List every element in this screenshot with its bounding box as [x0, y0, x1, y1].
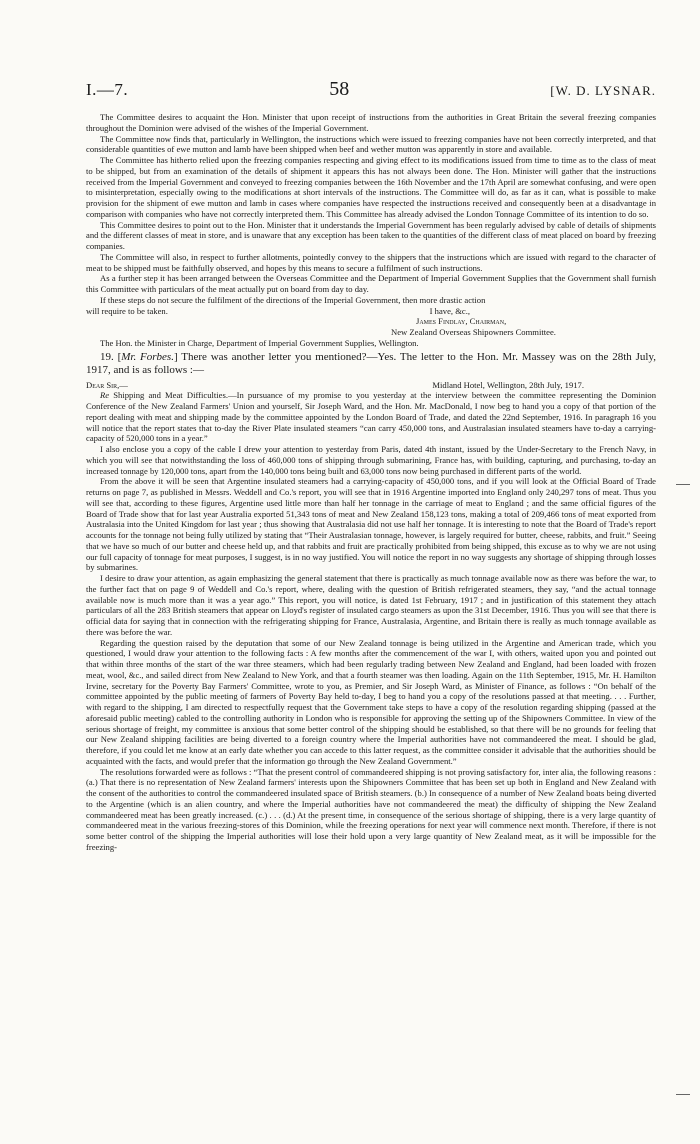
question-text: ] There was another letter you mentioned?—Yes. The letter to the Hon. Mr. Massey was on the 28th July, 1917, and is as follows :— [86, 350, 657, 376]
margin-mark [676, 484, 690, 485]
page-header [86, 78, 656, 104]
paragraph-text: Shipping and Meat Difficulties.—In pursuance of my promise to you yesterday at the interview between the committee representing the Dominion Conference of the New Zealand Farmers' Union and yourself, Sir Joseph Ward, and the Hon. Mr. MacDonald, I now beg to hand you a copy of that portion of the report dealing with meat and shipping made by the committee appointed by the London Board of Trade, and dated the 22nd September, 1916. In paragraph 16 you will notice that the report states that to-day the River Plate insulated steamers “can carry 450,000 tons, and Australasian insulated steamers have to-day a carrying-capacity of 520,000 tons in a year.” [86, 390, 656, 444]
paragraph: The Committee will also, in respect to further allotments, pointedly convey to the shippers that the instructions which are issued with regard to the character of meat to be shipped must be faithfully observed, and hopes by this means to secure a fulfilment of such instructions. [86, 251, 656, 273]
paragraph: This Committee desires to point out to the Hon. Minister that it understands the Imperial Government has been regularly advised by cable of details of shipments and the different classes of meat in store, and is unaware that any exception has been taken to the quantities of the different class of meat placed on board by freezing companies. [86, 219, 656, 251]
second-letter [86, 380, 656, 853]
salutation-row [86, 380, 656, 391]
signature-block [86, 316, 656, 338]
page-number: 58 [329, 78, 350, 100]
paragraph-end: will require to be taken. [86, 305, 168, 316]
paragraph: I also enclose you a copy of the cable I drew your attention to yesterday from Paris, dated 4th instant, issued by the Under-Secretary to the French Navy, in which you will see that notwithstanding the loss of 460,000 tons of shipping through submarining, France has, with building, capturing, and purchasing, to-day an increased tonnage by 120,000 tons, apart from the 140,000 tons being built and 63,000 tons now being purchased in different parts of the world. [86, 444, 656, 476]
salutation: Dear Sir,— [86, 379, 128, 390]
question-answer: 19. [Mr. Forbes.] There was another letter you mentioned?—Yes. The letter to the Hon. Mr. Massey was on the 28th July, 1917, and is as follows :— [86, 350, 657, 376]
signer-name: James Findlay, Chairman, [416, 316, 507, 327]
document-reference: I.—7. [86, 80, 129, 99]
paragraph: The Committee desires to acquaint the Hon. Minister that upon receipt of instructions from the authorities in Great Britain the several freezing companies throughout the Dominion were advised of the wishes of the Imperial Government. [86, 112, 656, 133]
margin-mark [676, 1094, 690, 1095]
paragraph: If these steps do not secure the fulfilment of the directions of the Imperial Government, then more drastic action [100, 294, 486, 305]
paragraph: The resolutions forwarded were as follows : “That the present control of commandeered shipping is not proving satisfactory for, inter alia, the following reasons : (a.) That there is no representation of New Zealand farmers' interests upon the Shipowners Committee that has been set up both in England and New Zealand with the consent of the authorities to control the commandeered insulated space of British steamers. (b.) In consequence of a number of New Zealand boats being diverted to the Argentine (which is an alien country, and where the Imperial authorities have not commandeered the meat) the difficulty of shipping the New Zealand commandeered meat has been greatly increased. (c.) . . . (d.) At the present time, in consequence of the serious shortage of shipping, there is a very large quantity of commandeered meat in the various freezing-stores of this Dominion, while the freezing operations for next year will commence next month. Therefore, if there is not some better control of the shipping the Imperial authorities will lose their hold upon a very large quantity of New Zealand meat, as it will be impossible for the freezing- [86, 766, 656, 852]
document-body [86, 112, 656, 853]
paragraph: I desire to draw your attention, as again emphasizing the general statement that there is practically as much tonnage available now as there was before the war, to the further fact that on page 9 of Weddell and Co.'s report, where, dealing with the question of British refrigerated steamers, they say, “and the actual tonnage available now is much more than it was a year ago.” This report, you will notice, is dated 1st February, 1917 ; and in justification of this statement they attach particulars of all the 283 British steamers that appear on Lloyd's register of insulated cargo steamers as upon the 31st December, 1916. Thus you will see that there is official data for saying that in connection with the refrigerating shipping for France, Australasia, Argentine, and Britain there is really as much tonnage available as there was before the war. [86, 573, 656, 637]
paragraph: Regarding the question raised by the deputation that some of our New Zealand tonnage is being utilized in the Argentine and American trade, which you questioned, I would draw your attention to the following facts : A few months after the commencement of the war I, with others, waited upon you and pointed out that within three months of the start of the war three steamers, which had been regularly trading between New Zealand and England, had been loaded with frozen meat, wool, &c., and sailed direct from New Zealand to New York, and that a fourth steamer was then loading. Again on the 11th September, 1915, Mr. H. Hamilton Irvine, secretary for the Poverty Bay Farmers' Committee, wrote to you, as Premier, and Sir Joseph Ward, as Minister of Finance, as follows : “On behalf of the committee appointed by the public meeting of farmers of Poverty Bay held to-day, I beg to hand you a copy of the resolutions passed at that meeting. . . . Further, with regard to the shipping, I am directed to respectfully request that the Government take steps to have a copy of the resolution regarding shipping (passed at the aforesaid public meeting) cabled to the controlling authority in London who is responsible for approving the setting up of the Shipowners Committee. In view of the serious shortage of freight, my committee is anxious that some better control of the shipping should be established, so that there will be no grounds for feeling that our New Zealand shipping facilities are being diverted to a foreign country where the Imperial authorities have not commandeered the meat. I should be glad, therefore, if you could let me know at an early date whether you can accede to this latter request, as the committee consider it advisable that the authorities should be acquainted with the facts, and would prefer that the information go through the New Zealand Government.” [86, 637, 656, 766]
question-speaker: Mr. Forbes. [121, 350, 174, 363]
re-label: Re [100, 390, 110, 401]
paragraph [86, 390, 656, 444]
letter-addressee: The Hon. the Minister in Charge, Department of Imperial Government Supplies, Wellington. [100, 337, 419, 348]
question-number: 19. [100, 350, 114, 363]
witness-name: [W. D. LYSNAR. [550, 83, 656, 98]
letter-closing: I have, &c., [429, 305, 470, 316]
letter-place-date: Midland Hotel, Wellington, 28th July, 1917. [432, 379, 584, 390]
paragraph: From the above it will be seen that Argentine insulated steamers had a carrying-capacity of 450,000 tons, and if you will look at the Official Board of Trade returns on page 7, as published in Messrs. Weddell and Co.'s report, you will see that in 1916 Argentine imported into England only 240,297 tons of meat. Thus you will see that, according to these figures, Argentine used little more than half her tonnage in the carriage of meat to England ; and the same official figures of the Board of Trade show that for last year Australia exported 51,343 tons of meat and New Zealand 158,123 tons, making a total of 209,466 tons of meat exported from Australasia into the United Kingdom for last year ; thus showing that Australasia did not use half her tonnage. It is interesting to note that the Board of Trade's report accounts for the tonnage not being fully utilized by stating that “Their Australasian tonnage, however, is largely required for butter, cheese, rabbits, and fruit.” Seeing that we have so much of our butter and cheese held up, and that rabbits and fruit are practically prohibited from being shipped, this excuse as to why we are not using our full capacity of tonnage for meat purposes, I suggest, is in no way justified. You will notice the report in no way suggests any shortage of shipping through losses by submarines. [86, 476, 656, 573]
paragraph: The Committee now finds that, particularly in Wellington, the instructions which were issued to freezing companies have not been correctly interpreted, and that considerable quantities of ewe mutton and lamb have been shipped when beef and wether mutton was apparently in store and available. [86, 133, 656, 155]
paragraph: As a further step it has been arranged between the Overseas Committee and the Department of Imperial Government Supplies that the Government shall furnish this Committee with particulars of the meat actually put on board from day to day. [86, 273, 656, 294]
paragraph: The Committee has hitherto relied upon the freezing companies respecting and giving effect to its modifications issued from time to time as to the class of meat to be shipped, but from an examination of the details of shipment it appears this has not always been done. The Hon. Minister will gather that the instructions received from the Imperial Government and conveyed to freezing companies between the 16th November and the 17th April are somewhat confusing, and were open to misinterpretation, especially owing to the modifications at short intervals of the instructions. The Committee will do, as far as it can, what is possible to make provision for the shipment of ewe mutton and lamb in cases where companies have respected the instructions received and consequently been at a disadvantage in comparison with companies who have not correctly interpreted them. This Committee has already advised the London Tonnage Committee of its intention to do so. [86, 155, 656, 219]
committee-letter [86, 112, 656, 349]
closing-row [86, 306, 656, 317]
signer-organization: New Zealand Overseas Shipowners Committee. [391, 327, 556, 337]
